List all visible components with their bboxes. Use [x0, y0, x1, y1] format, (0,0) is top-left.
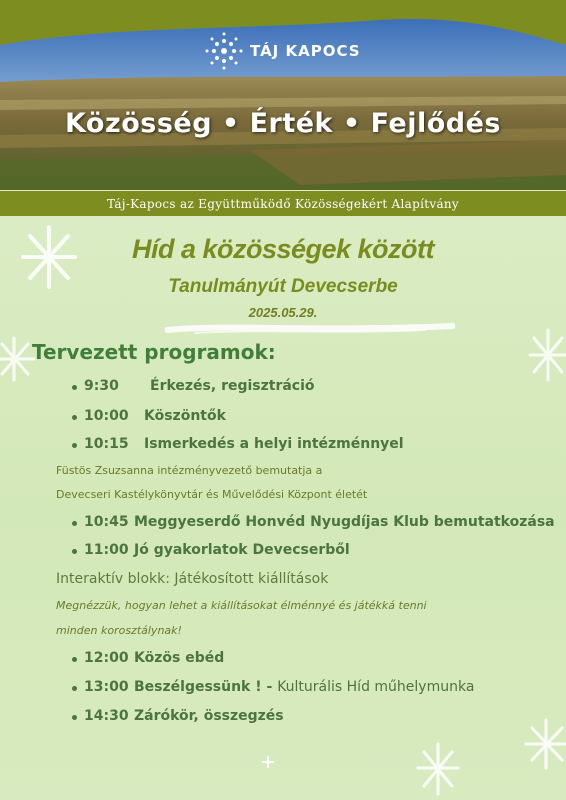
event-subtitle: Tanulmányút Devecserbe — [168, 276, 398, 297]
header-banner — [0, 0, 566, 190]
program-desc: Köszöntők — [144, 408, 226, 424]
program-time: 13:00 — [84, 679, 129, 695]
program-time: 14:30 — [84, 708, 129, 724]
program-desc: Zárókör, összegzés — [134, 708, 284, 724]
program-desc: Jó gyakorlatok Devecserből — [134, 542, 350, 558]
event-date: 2025.05.29. — [248, 305, 318, 320]
program-time: 12:00 — [84, 650, 129, 666]
bullet-icon — [72, 715, 77, 720]
program-note: minden korosztálynak! — [56, 624, 182, 637]
program-desc: Meggyeserdő Honvéd Nyugdíjas Klub bemutatkozása — [134, 514, 555, 530]
logo-icon — [204, 31, 244, 71]
bullet-icon — [72, 521, 77, 526]
program-time: 10:45 — [84, 514, 129, 530]
logo — [204, 30, 361, 72]
brush-stroke-decoration — [165, 320, 455, 336]
bullet-icon — [72, 686, 77, 691]
program-time: 9:30 — [84, 378, 119, 394]
bullet-icon — [72, 549, 77, 554]
program-note: Interaktív blokk: Játékosított kiállítások — [56, 571, 329, 587]
program-desc: Ismerkedés a helyi intézménnyel — [144, 436, 404, 452]
program-time: 10:15 — [84, 436, 129, 452]
program-note: Devecseri Kastélykönyvtár és Művelődési Központ életét — [56, 488, 368, 501]
program-desc: Közös ebéd — [134, 650, 225, 666]
bullet-icon — [72, 443, 77, 448]
program-desc-extra: Kulturális Híd műhelymunka — [277, 679, 475, 695]
bullet-icon — [72, 415, 77, 420]
star-decoration-icon — [524, 716, 566, 772]
program-time: 10:00 — [84, 408, 129, 424]
logo-text: TÁJ KAPOCS — [250, 42, 361, 60]
landscape-image — [0, 0, 566, 190]
program-desc: Érkezés, regisztráció — [150, 378, 315, 394]
star-decoration-icon — [526, 326, 566, 384]
bullet-icon — [72, 657, 77, 662]
program-note: Füstös Zsuzsanna intézményvezető bemutatja a — [56, 464, 323, 477]
event-title: Híd a közösségek között — [131, 234, 435, 264]
slogan: Közösség • Érték • Fejlődés — [64, 108, 502, 139]
program-time: 11:00 — [84, 542, 129, 558]
program-desc-main: Beszélgessünk ! - — [134, 679, 273, 695]
program-content — [0, 216, 566, 800]
program-note: Megnézzük, hogyan lehet a kiállításokat élménnyé és játékká tenni — [56, 599, 427, 612]
star-decoration-icon — [416, 740, 460, 796]
organization-name: Táj-Kapocs az Együttműködő Közösségekért Alapítvány — [0, 190, 566, 217]
star-decoration-icon — [262, 756, 274, 768]
program-desc — [134, 679, 474, 695]
bullet-icon — [72, 385, 77, 390]
program-heading: Tervezett programok: — [32, 340, 276, 364]
